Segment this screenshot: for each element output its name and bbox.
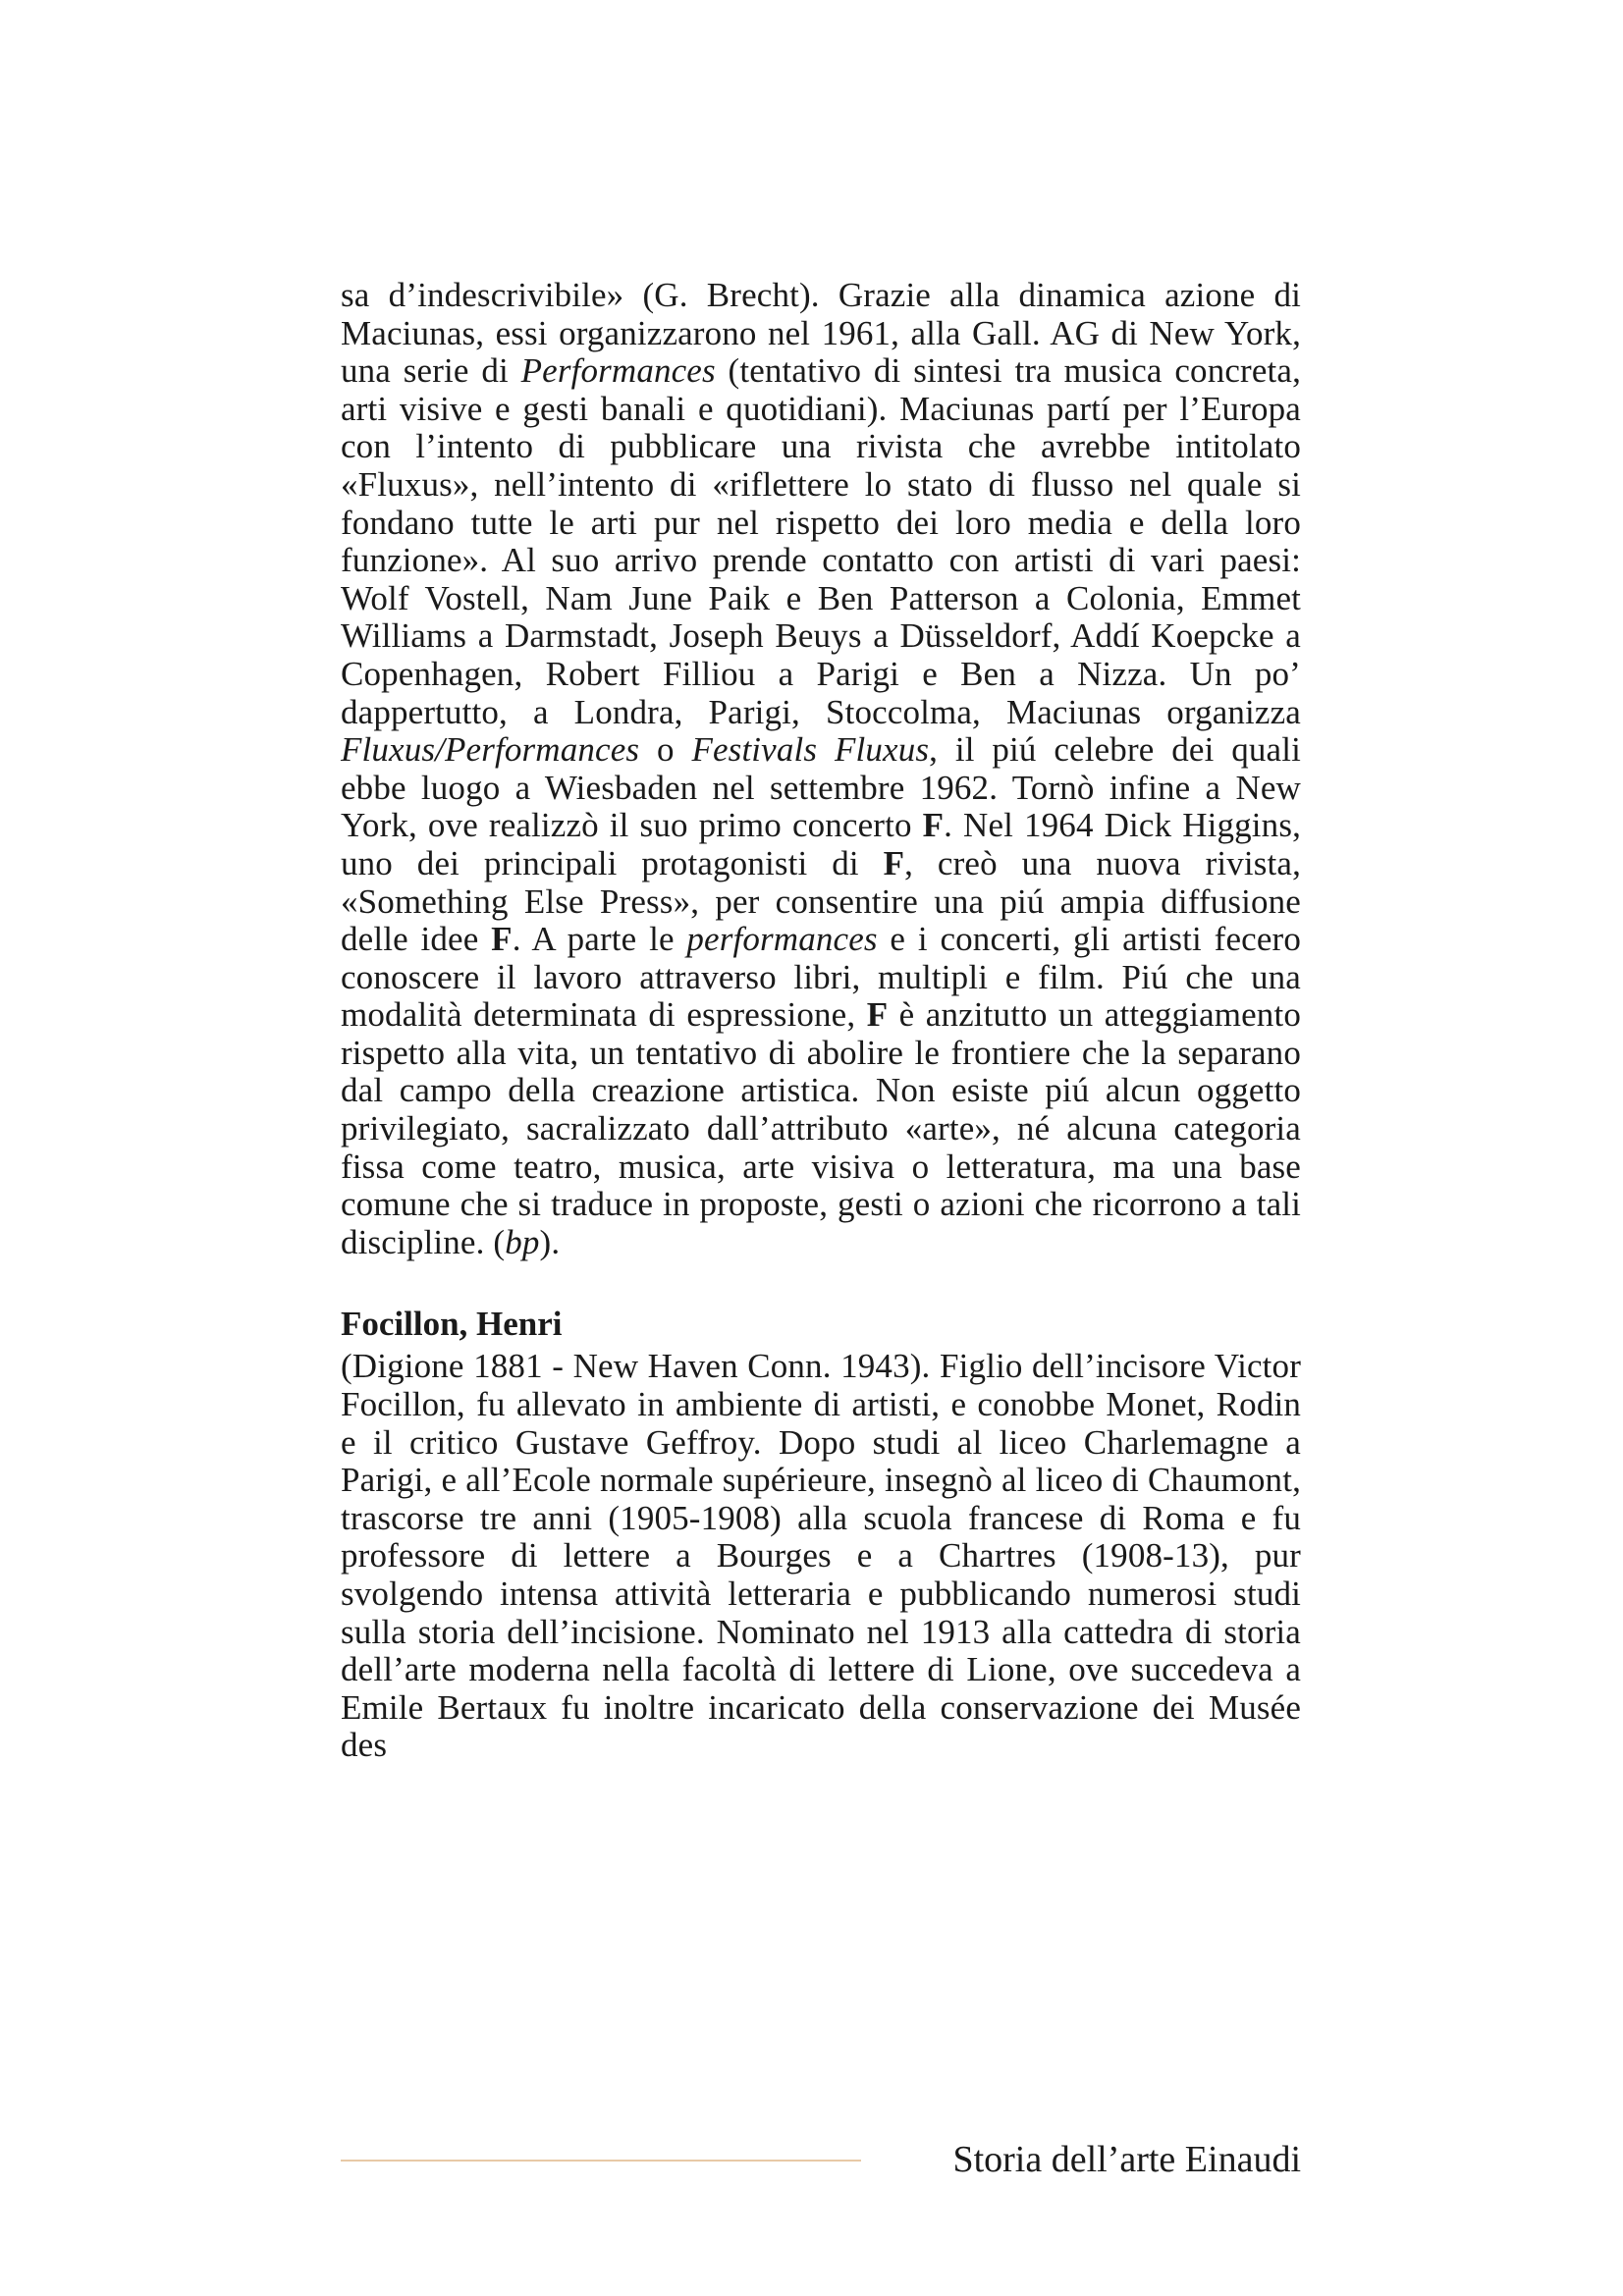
text-run: . Nel 1964 Dick Higgins, uno dei principali protagonisti di: [341, 806, 1301, 882]
text-run: (tentativo di sintesi tra musica concreta, arti visive e gesti banali e quotidiani). Maciunas partí per l’Europa con l’intento di pubblicare una rivista che avrebbe intitolato «Fluxus», nell’intento di «riflettere lo stato di flusso nel quale si fondano tutte le arti pur nel rispetto dei loro media e della loro funzione». Al suo arrivo prende contatto con artisti di vari paesi: Wolf Vostell, Nam June Paik e Ben Patterson a Colonia, Emmet Williams a Darmstadt, Joseph Beuys a Düsseldorf, Addí Koepcke a Copenhagen, Robert Filliou a Parigi e Ben a Nizza. Un po’ dappertutto, a Londra, Parigi, Stoccolma, Maciunas organizza: [341, 351, 1301, 731]
text-run: o: [639, 730, 692, 770]
bold-abbreviation: F: [866, 995, 889, 1035]
text-run: sa d’indescrivibile» (G. Brecht). Grazie alla dinamica azione di Maciunas, essi organizzarono nel 1961, alla Gall. AG di New York, una serie di: [341, 276, 1301, 391]
bold-abbreviation: F: [491, 920, 513, 959]
fluxus-entry-continuation: [341, 277, 1301, 1261]
text-run: , creò una nuova rivista, «Something Else Press», per consentire una piú ampia diffusione delle idee: [341, 843, 1302, 959]
text-run: , il piú celebre dei quali ebbe luogo a Wiesbaden nel settembre 1962. Tornò infine a New York, ove realizzò il suo primo concerto: [341, 730, 1301, 845]
text-run: ).: [539, 1222, 561, 1261]
bold-abbreviation: F: [922, 806, 945, 845]
text-run: e i concerti, gli artisti fecero conoscere il lavoro attraverso libri, multipli e film. Piú che una modalità determinata di espressione,: [341, 920, 1301, 1035]
text-run: . A parte le: [512, 920, 687, 959]
focillon-entry-body: (Digione 1881 - New Haven Conn. 1943). Figlio dell’incisore Victor Focillon, fu allevato in ambiente di artisti, e conobbe Monet, Rodin e il critico Gustave Geffroy. Dopo studi al liceo Charlemagne a Parigi, e all’Ecole normale supérieure, insegnò al liceo di Chaumont, trascorse tre anni (1905-1908) alla scuola francese di Roma e fu professore di lettere a Bourges e a Chartres (1908-13), pur svolgendo intensa attività letteraria e pubblicando numerosi studi sulla storia dell’incisione. Nominato nel 1913 alla cattedra di storia dell’arte moderna nella facoltà di lettere di Lione, ove succedeva a Emile Bertaux fu inoltre incaricato della conservazione dei Musée des: [341, 1347, 1301, 1765]
text-run: è anzitutto un atteggiamento rispetto alla vita, un tentativo di abolire le frontiere che la separano dal campo della creazione artistica. Non esiste piú alcun oggetto privilegiato, sacralizzato dall’attributo «arte», né alcuna categoria fissa come teatro, musica, arte visiva o letteratura, ma una base comune che si traduce in proposte, gesti o azioni che ricorrono a tali discipline. (: [341, 995, 1301, 1261]
author-initials: bp: [505, 1222, 540, 1261]
footer-rule: [341, 2160, 861, 2162]
footer-book-title: Storia dell’arte Einaudi: [952, 2139, 1301, 2180]
italic-term: performances: [686, 920, 878, 959]
page-body: [341, 277, 1301, 1765]
italic-term: Performances: [520, 351, 716, 391]
entry-heading-focillon: Focillon, Henri: [341, 1305, 563, 1344]
italic-term: Fluxus/Performances: [341, 730, 640, 770]
italic-term: Festivals Fluxus: [691, 730, 930, 770]
bold-abbreviation: F: [883, 843, 905, 882]
